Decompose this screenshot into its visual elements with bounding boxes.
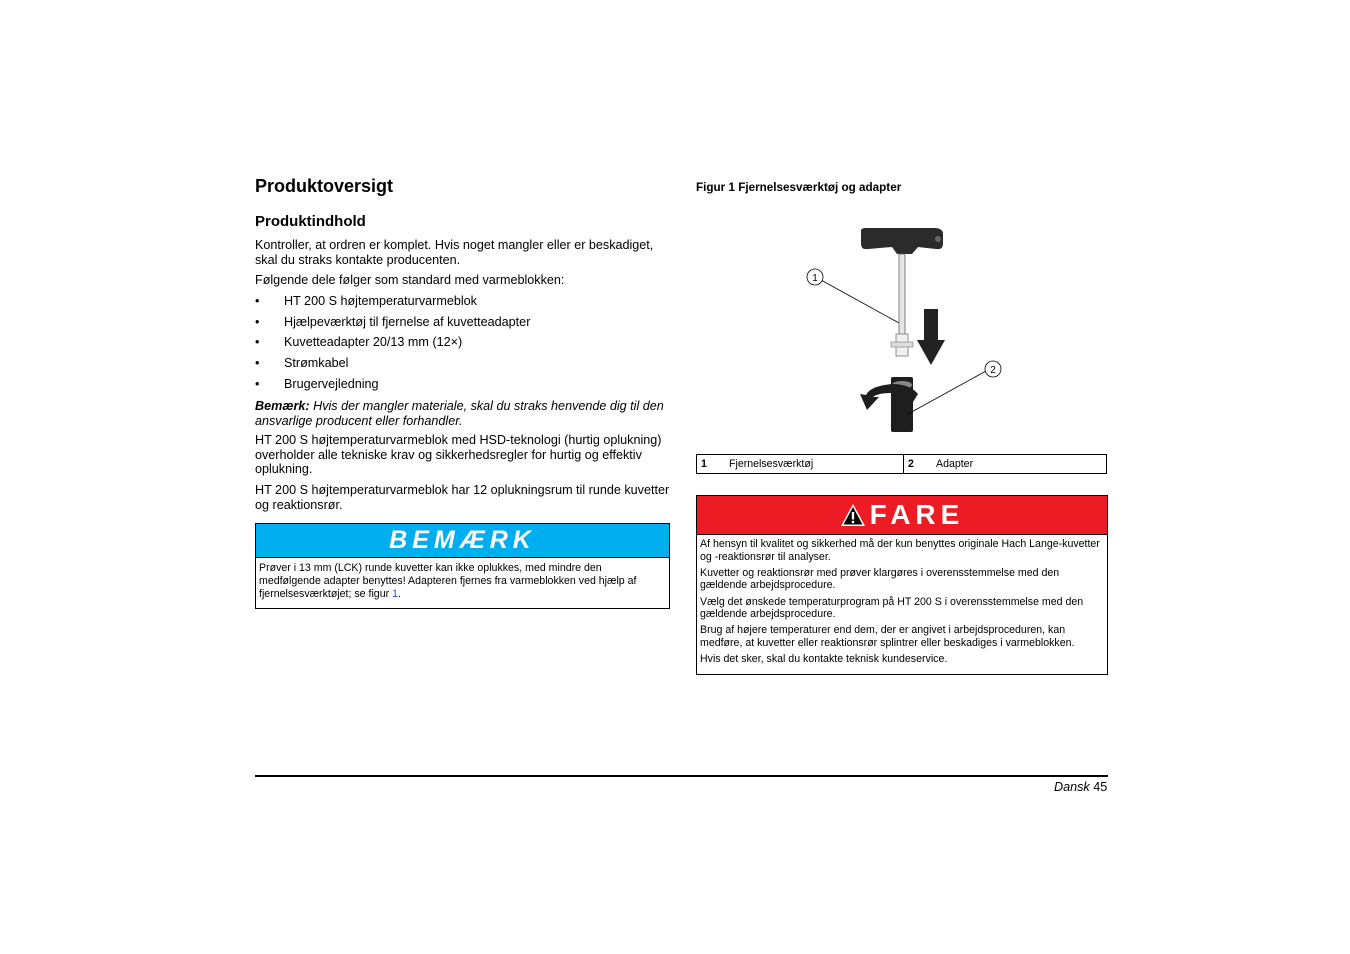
figure-reference-link[interactable]: 1 [392,588,398,600]
danger-body [697,535,1107,672]
hsd-paragraph: HT 200 S højtemperaturvarmeblok med HSD-teknologi (hurtig oplukning) overholder alle tekniske krav og sikkerhedsregler for hurtig og effektiv oplukning. [255,433,662,477]
list-item-text: HT 200 S højtemperaturvarmeblok [284,294,477,308]
figure-caption: Figur 1 Fjernelsesværktøj og adapter [696,181,902,194]
footer-language: Dansk [1054,780,1090,794]
removal-tool-figure [800,222,1010,437]
danger-paragraph: Af hensyn til kvalitet og sikkerhed må der kun benyttes originale Hach Lange-kuvetter og -reaktionsrør til analyser. [700,538,1100,563]
table-row [697,455,1107,474]
callout-leader-1 [821,280,899,323]
list-item [255,335,670,356]
footer-rule [255,775,1108,777]
note-label: Bemærk: [255,399,310,413]
intro-paragraph: Kontroller, at ordren er komplet. Hvis noget mangler eller er beskadiget, skal du straks kontakte producenten. [255,238,654,267]
callout-label-2: 2 [990,365,996,376]
notice-text-end: . [397,588,401,600]
danger-heading: FARE [869,499,965,530]
list-item [255,294,670,315]
legend-label: Adapter [932,455,1107,474]
danger-paragraph: Brug af højere temperaturer end dem, der er angivet i arbejdsproceduren, kan medføre, at kuvetter eller reaktionsrør splintrer eller beskadiges i varmeblokken. [700,624,1075,649]
section-title: Produktoversigt [255,176,394,196]
page-number: 45 [1093,780,1108,794]
tool-shaft [899,254,905,342]
callout-label-1: 1 [812,273,818,284]
notice-heading: BEMÆRK [256,524,669,558]
notice-body [256,558,669,605]
callout-leader-2 [908,371,986,414]
list-item-text: Hjælpeværktøj til fjernelse af kuvetteadapter [284,314,531,329]
note-paragraph [255,399,670,428]
t-handle-icon [861,228,943,254]
list-item-text: Brugervejledning [284,376,379,391]
bullet-icon: • [255,294,260,308]
contents-list [255,294,670,397]
list-intro: Følgende dele følger som standard med varmeblokken: [255,273,565,287]
subsection-title: Produktindhold [255,213,366,230]
list-item [255,356,670,377]
danger-heading-band [697,496,1107,535]
list-item [255,377,670,398]
danger-paragraph: Kuvetter og reaktionsrør med prøver klargøres i overensstemmelse med den gældende arbejdsprocedure. [700,566,1060,592]
figure-legend-table [696,454,1107,474]
note-text: Hvis der mangler materiale, skal du straks henvende dig til den ansvarlige producent eller forhandler. [255,399,664,428]
warning-triangle-icon [840,503,866,527]
list-item [255,315,670,336]
danger-paragraph: Hvis det sker, skal du kontakte teknisk kundeservice. [700,653,948,666]
rooms-paragraph: HT 200 S højtemperaturvarmeblok har 12 oplukningsrum til runde kuvetter og reaktionsrør. [255,483,670,512]
bullet-icon: • [255,335,260,350]
legend-number: 2 [904,455,933,474]
bullet-icon: • [255,356,260,371]
legend-number: 1 [697,455,726,474]
legend-label: Fjernelsesværktøj [725,455,904,474]
danger-box [696,495,1108,675]
list-item-text: Strømkabel [284,356,349,371]
down-arrow-icon [917,309,945,365]
list-item-text: Kuvetteadapter 20/13 mm (12×) [284,335,463,350]
notice-box [255,523,670,609]
bullet-icon: • [255,314,260,329]
bullet-icon: • [255,376,260,391]
danger-paragraph: Vælg det ønskede temperaturprogram på HT 200 S i overensstemmelse med den gældende arbejdsprocedure. [700,595,1084,621]
page-footer [1054,780,1107,794]
notice-text: Prøver i 13 mm (LCK) runde kuvetter kan ikke oplukkes, med mindre den medfølgende adapter benyttes! Adapteren fjernes fra varmeblokken ved hjælp af fjernelsesværktøjet; se figur [259,562,637,600]
